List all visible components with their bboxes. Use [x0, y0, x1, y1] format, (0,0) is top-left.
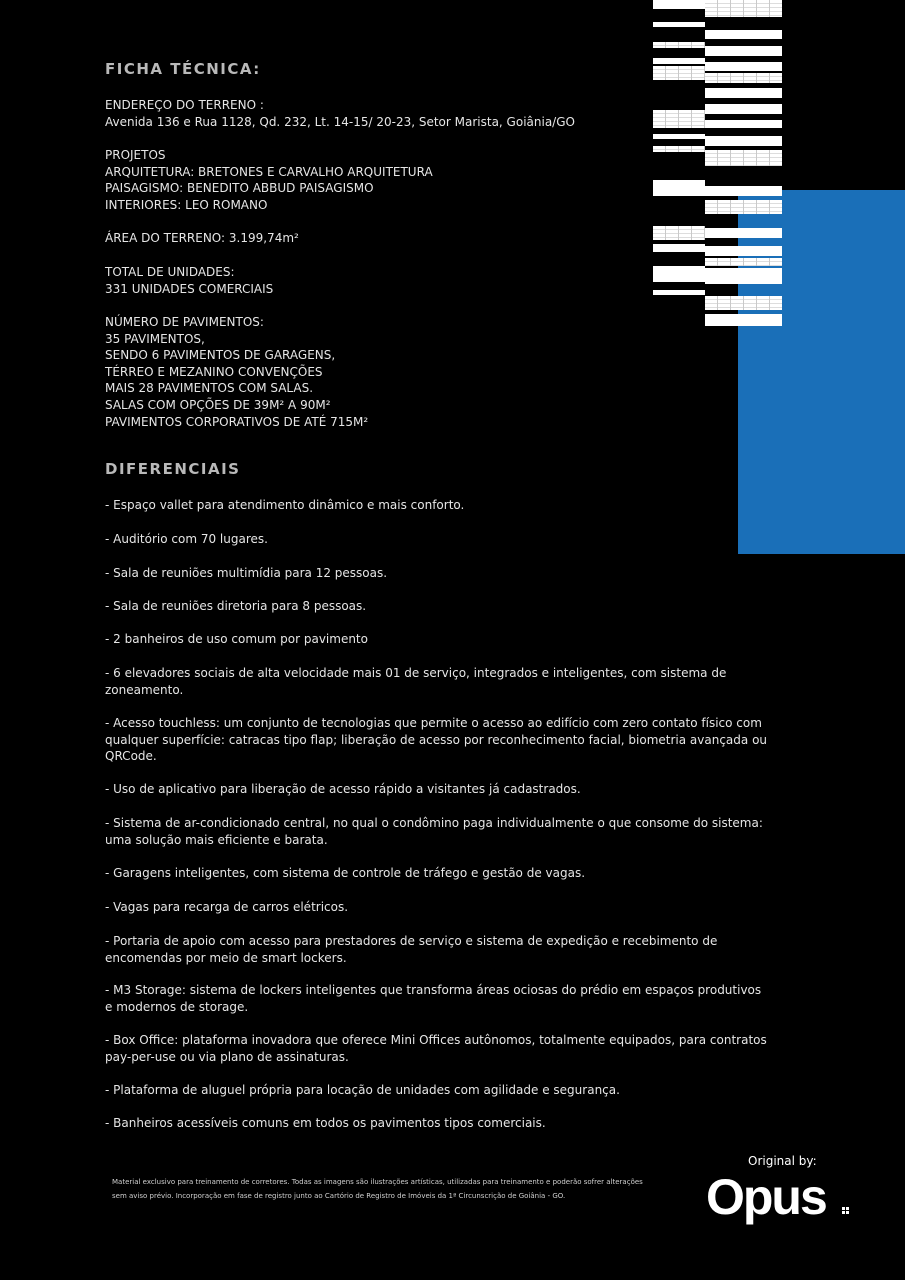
logo-dots-icon [842, 1207, 850, 1215]
pavimentos-line: NÚMERO DE PAVIMENTOS: [105, 315, 264, 329]
pavimentos-line: MAIS 28 PAVIMENTOS COM SALAS. [105, 381, 314, 396]
endereco-label: ENDEREÇO DO TERRENO : [105, 98, 264, 112]
list-item: - Banheiros acessíveis comuns em todos os pavimentos tipos comerciais. [105, 1116, 546, 1130]
list-item: - Sistema de ar-condicionado central, no qual o condômino paga individualmente o que consome do sistema: uma solução mais eficiente e barata. [105, 816, 763, 847]
pavimentos-line: PAVIMENTOS CORPORATIVOS DE ATÉ 715M² [105, 414, 369, 429]
interiores-line: INTERIORES: LEO ROMANO [105, 197, 268, 212]
projetos-section [105, 147, 433, 213]
projetos-label: PROJETOS [105, 148, 166, 162]
endereco-section [105, 97, 575, 130]
list-item: - Plataforma de aluguel própria para locação de unidades com agilidade e segurança. [105, 1083, 620, 1097]
list-item: - Sala de reuniões diretoria para 8 pessoas. [105, 599, 367, 613]
paisagismo-line: PAISAGISMO: BENEDITO ABBUD PAISAGISMO [105, 181, 374, 196]
list-item: - Auditório com 70 lugares. [105, 532, 268, 546]
list-item: - Espaço vallet para atendimento dinâmico e mais conforto. [105, 498, 465, 512]
ficha-tecnica-heading: FICHA TÉCNICA: [105, 60, 261, 78]
list-item: - 6 elevadores sociais de alta velocidade mais 01 de serviço, integrados e inteligentes, com sistema de zoneamento. [105, 666, 727, 697]
total-unidades-section [105, 264, 273, 297]
pavimentos-section [105, 314, 368, 430]
pavimentos-line: TÉRREO E MEZANINO CONVENÇÕES [105, 364, 323, 379]
original-by-label: Original by: [748, 1154, 817, 1168]
list-item: - Garagens inteligentes, com sistema de controle de tráfego e gestão de vagas. [105, 866, 586, 880]
list-item: - Box Office: plataforma inovadora que oferece Mini Offices autônomos, totalmente equipados, para contratos pay-per-use ou via plano de assinaturas. [105, 1033, 767, 1064]
list-item: - Uso de aplicativo para liberação de acesso rápido a visitantes já cadastrados. [105, 782, 581, 796]
list-item: - Sala de reuniões multimídia para 12 pessoas. [105, 566, 388, 580]
pavimentos-line: SENDO 6 PAVIMENTOS DE GARAGENS, [105, 348, 336, 363]
list-item: - Acesso touchless: um conjunto de tecnologias que permite o acesso ao edifício com zero contato físico com qualquer superfície: catracas tipo flap; liberação de acesso por reconhecimento facial, biometria avançada ou QRCode. [105, 716, 768, 763]
pavimentos-line: SALAS COM OPÇÕES DE 39M² A 90M² [105, 397, 331, 412]
arquitetura-line: ARQUITETURA: BRETONES E CARVALHO ARQUITETURA [105, 164, 433, 179]
total-unidades-value: 331 UNIDADES COMERCIAIS [105, 281, 274, 296]
legal-disclaimer: Material exclusivo para treinamento de corretores. Todas as imagens são ilustrações artísticas, utilizadas para treinamento e poderão sofrer alterações sem aviso prévio. Incorporação em fase de registro junto ao Cartório de Registro de Imóveis da 1ª Circunscrição de Goiânia - GO. [112, 1178, 643, 1200]
area-terreno: ÁREA DO TERRENO: 3.199,74m² [105, 231, 299, 245]
list-item: - 2 banheiros de uso comum por pavimento [105, 632, 368, 646]
list-item: - Portaria de apoio com acesso para prestadores de serviço e sistema de expedição e recebimento de encomendas por meio de smart lockers. [105, 934, 718, 965]
list-item: - Vagas para recarga de carros elétricos. [105, 900, 349, 914]
opus-logo: Opus [706, 1169, 826, 1225]
list-item: - M3 Storage: sistema de lockers inteligentes que transforma áreas ociosas do prédio em espaços produtivos e modernos de storage. [105, 983, 762, 1014]
diferenciais-heading: DIFERENCIAIS [105, 460, 241, 478]
pavimentos-line: 35 PAVIMENTOS, [105, 331, 205, 346]
endereco-value: Avenida 136 e Rua 1128, Qd. 232, Lt. 14-15/ 20-23, Setor Marista, Goiânia/GO [105, 114, 575, 129]
total-unidades-label: TOTAL DE UNIDADES: [105, 265, 235, 279]
